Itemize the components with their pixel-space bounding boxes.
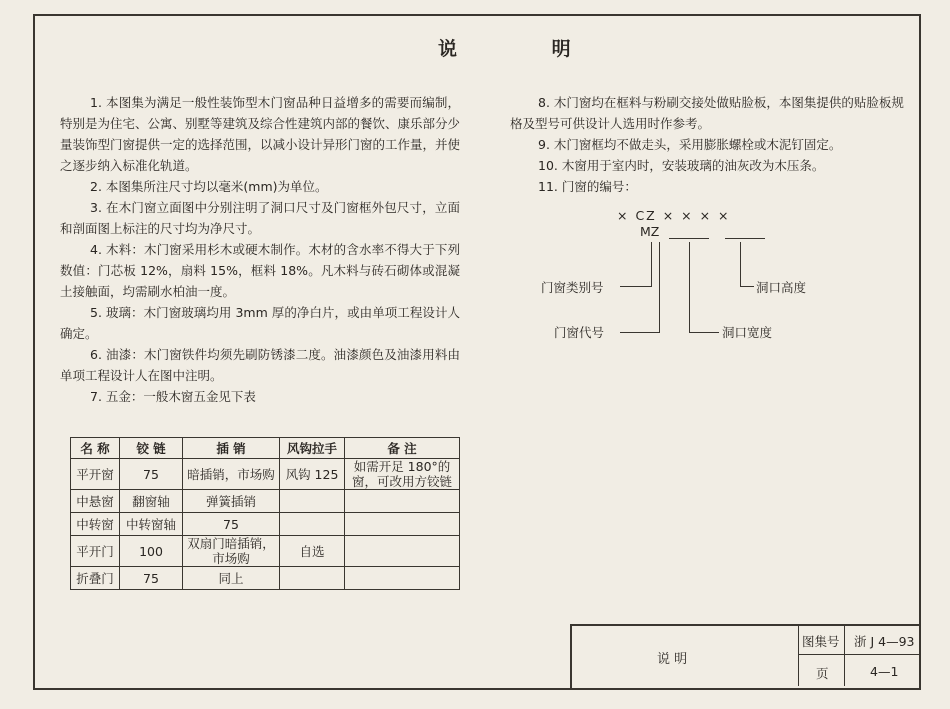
paragraph-9: 9. 木门窗框均不做走头，采用膨胀螺栓或木泥钉固定。 (538, 137, 842, 152)
code-pattern: × CZ × × × × (617, 208, 731, 223)
paragraph-11: 11. 门窗的编号： (538, 179, 637, 194)
label-code: 门窗代号 (554, 325, 605, 340)
paragraph-1: 1. 本图集为满足一般性装饰型木门窗品种日益增多的需要而编制，特别是为住宅、公寓、别墅等建筑及综合性建筑内部的餐饮、康乐部分少量装饰型门窗提供一定的选择范围，以减小设计异形门窗的工作量，并使之逐步纳入标准化轨道。 (60, 95, 461, 173)
table-row (71, 459, 460, 490)
table-cell (280, 490, 345, 513)
title-block-divider-1 (798, 626, 799, 686)
table-cell: 翻窗轴 (120, 490, 183, 513)
table-cell (345, 490, 460, 513)
header-hook: 风钩拉手 (280, 438, 345, 459)
table-cell: 75 (183, 513, 280, 536)
table-row (71, 490, 460, 513)
paragraph-3: 3. 在木门窗立面图中分别注明了洞口尺寸及门窗框外包尺寸，立面和剖面图上标注的尺寸均为净尺寸。 (60, 200, 460, 236)
table-cell: 双扇门暗插销，市场购 (183, 536, 280, 567)
label-height: 洞口高度 (756, 280, 807, 295)
leader-width-v (689, 242, 690, 332)
table-cell (280, 513, 345, 536)
header-bolt: 插 销 (183, 438, 280, 459)
table-cell: 暗插销，市场购 (183, 459, 280, 490)
title-block (570, 624, 919, 688)
leader-category-v (651, 242, 652, 286)
left-column (60, 92, 460, 407)
underline-2 (725, 238, 765, 239)
atlas-number-value: 浙 J 4—93 (854, 634, 915, 649)
table-cell: 100 (120, 536, 183, 567)
right-column (510, 92, 910, 197)
table-cell: 平开窗 (71, 459, 120, 490)
table-cell: 平开门 (71, 536, 120, 567)
underline-1 (669, 238, 709, 239)
table-cell: 弹簧插销 (183, 490, 280, 513)
table-cell (345, 536, 460, 567)
table-cell (280, 567, 345, 590)
table-cell: 自选 (280, 536, 345, 567)
table-row (71, 567, 460, 590)
page-value: 4—1 (870, 664, 899, 679)
label-category: 门窗类别号 (541, 280, 604, 295)
table-cell (345, 513, 460, 536)
table-cell: 75 (120, 459, 183, 490)
table-cell: 如需开足 180°的窗，可改用方铰链 (345, 459, 460, 490)
leader-category-h (620, 286, 652, 287)
leader-height-v (740, 242, 741, 286)
leader-width-h (689, 332, 719, 333)
code-mz: MZ (640, 224, 660, 239)
paragraph-10: 10. 木窗用于室内时，安装玻璃的油灰改为木压条。 (538, 158, 825, 173)
header-remark: 备 注 (345, 438, 460, 459)
table-row (71, 513, 460, 536)
table-header-row (71, 438, 460, 459)
table-cell: 折叠门 (71, 567, 120, 590)
table-cell: 风钩 125 (280, 459, 345, 490)
title-block-divider-2 (844, 626, 845, 686)
hardware-table (70, 437, 460, 590)
title-block-divider-3 (798, 654, 919, 655)
table-cell: 同上 (183, 567, 280, 590)
table-cell: 75 (120, 567, 183, 590)
leader-code-v (659, 242, 660, 332)
paragraph-8: 8. 木门窗均在框料与粉刷交接处做贴脸板，本图集提供的贴脸板规格及型号可供设计人选用时作参考。 (510, 95, 904, 131)
table-row (71, 536, 460, 567)
paragraph-7: 7. 五金：一般木窗五金见下表 (90, 389, 256, 404)
paragraph-6: 6. 油漆：木门窗铁件均须先刷防锈漆二度。油漆颜色及油漆用料由单项工程设计人在图中注明。 (60, 347, 460, 383)
table-cell: 中转窗轴 (120, 513, 183, 536)
header-name: 名 称 (71, 438, 120, 459)
table-cell: 中悬窗 (71, 490, 120, 513)
page-title: 说 明 (438, 38, 615, 60)
header-hinge: 铰 链 (120, 438, 183, 459)
label-width: 洞口宽度 (722, 325, 773, 340)
title-block-name: 说 明 (657, 652, 688, 667)
leader-height-h (740, 286, 754, 287)
table-cell (345, 567, 460, 590)
paragraph-2: 2. 本图集所注尺寸均以毫米(mm)为单位。 (90, 179, 328, 194)
table-cell: 中转窗 (71, 513, 120, 536)
atlas-number-label: 图集号 (802, 634, 840, 649)
page-label: 页 (816, 666, 829, 681)
paragraph-4: 4. 木料：木门窗采用杉木或硬木制作。木材的含水率不得大于下列数值：门芯板 12%，扇料 15%，框料 18%。凡木料与砖石砌体或混凝土接触面，均需刷水柏油一度。 (60, 242, 460, 299)
paragraph-5: 5. 玻璃：木门窗玻璃均用 3mm 厚的净白片，或由单项工程设计人确定。 (60, 305, 460, 341)
leader-code-h (620, 332, 660, 333)
